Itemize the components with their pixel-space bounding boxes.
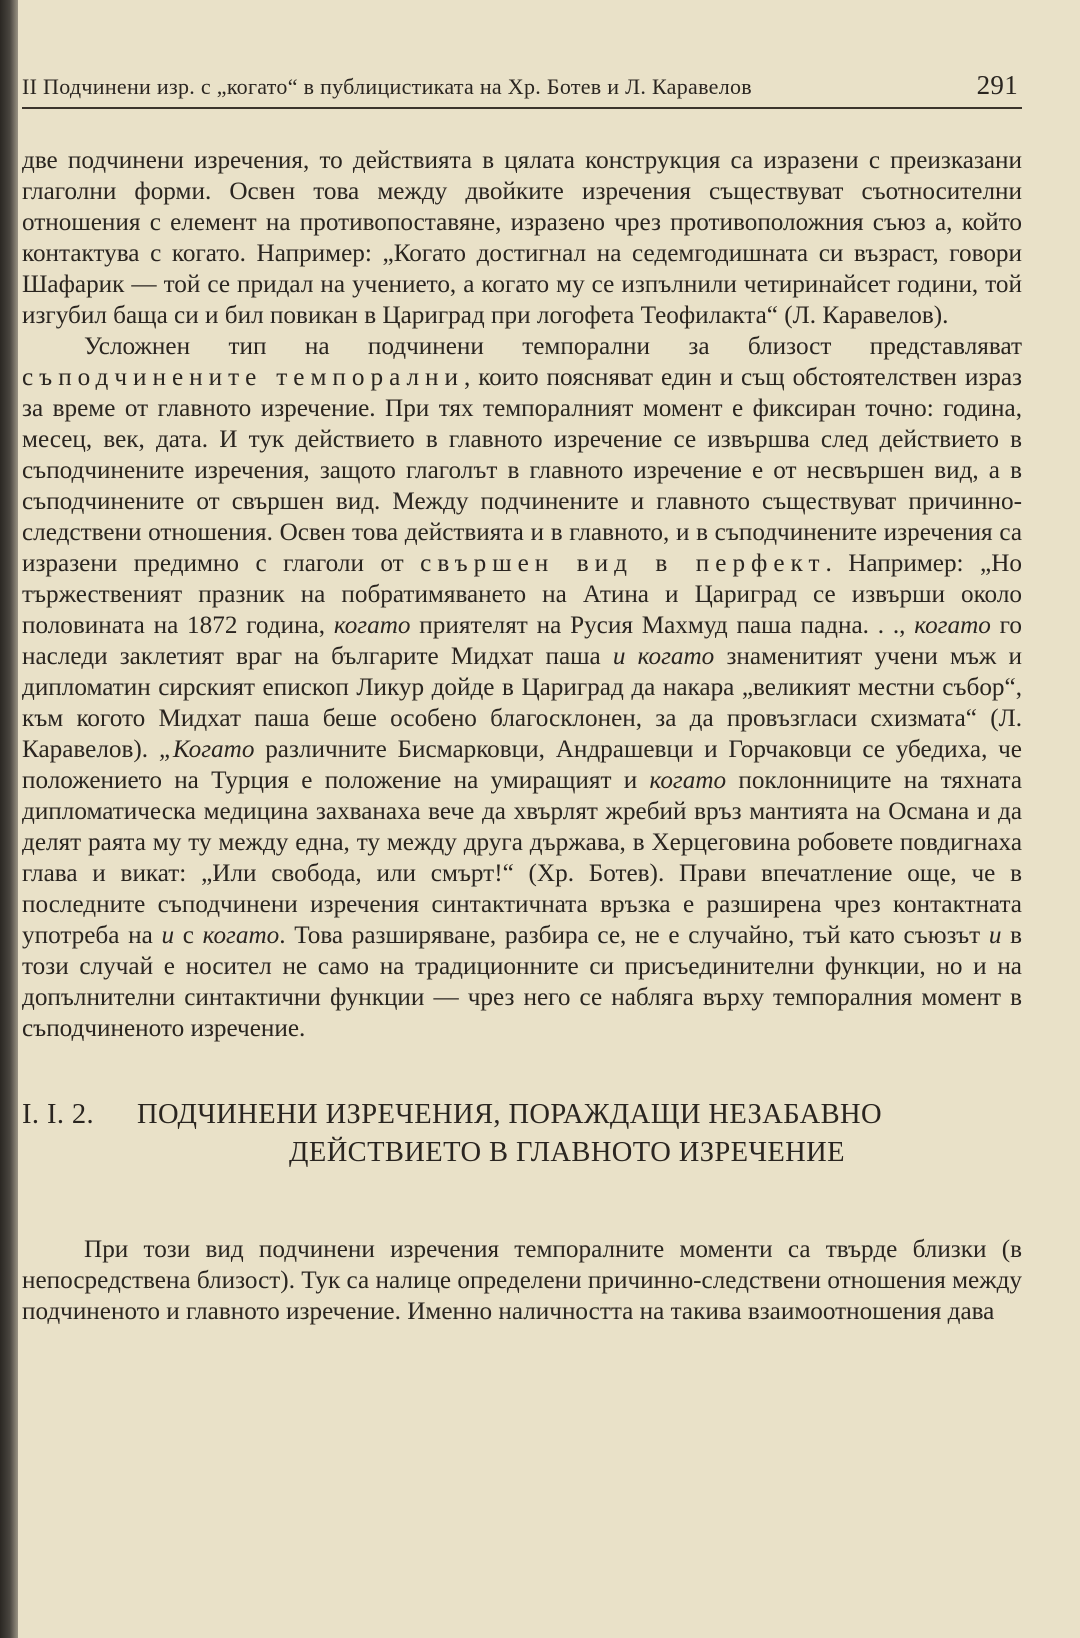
italic-text: и bbox=[161, 922, 175, 949]
book-page bbox=[22, 70, 1022, 1327]
paragraph-2 bbox=[22, 331, 1022, 1044]
text-run: знаменитият учени мъж и дипломатин сирският епископ Ликур дойде в Цариград да накара „великият местни събор“, към когото Мидхат паша беше особено благосклонен, за да провъзгласи схизмата“ (Л. Каравелов). bbox=[22, 643, 1022, 763]
text-run: поклонниците на тяхната дипломатическа медицина захванаха вече да хвърлят жребий връз мантията на Османа и да делят раята му ту между една, ту между друга държава, в Херцеговина робовете повдигнаха глава и викат: „Или свобода, или смърт!“ (Хр. Ботев). Прави впечатление още, че в последните съподчинени изречения синтактичната връзка е разширена чрез контактната употреба на bbox=[22, 767, 1022, 949]
book-binding-shadow bbox=[0, 0, 18, 1638]
running-head bbox=[22, 70, 1022, 109]
running-title: II Подчинени изр. с „когато“ в публицистиката на Хр. Ботев и Л. Каравелов bbox=[22, 74, 752, 99]
text-run: с bbox=[174, 922, 203, 949]
section-title-line-2: ДЕЙСТВИЕТО В ГЛАВНОТО ИЗРЕЧЕНИЕ bbox=[289, 1137, 845, 1168]
text-run: Усложнен тип на подчинени темпорални за близост представляват bbox=[84, 333, 1022, 360]
italic-text: и bbox=[988, 922, 1002, 949]
italic-text: и когато bbox=[612, 643, 715, 670]
italic-text: когато bbox=[914, 612, 991, 639]
text-run: . Това разширяване, разбира се, не е случайно, тъй като съюзът bbox=[279, 922, 989, 949]
page-number: 291 bbox=[976, 70, 1018, 100]
italic-text: когато bbox=[333, 612, 411, 639]
paragraph-1: две подчинени изречения, то действията в цялата конструкция са изразени с преизказани глаголни форми. Освен това между двойките изречения съществуват съотносителни отношения с елемент на противопоставяне, изразено чрез противоположния съюз а, който контактува с когато. Например: „Когато достигнал на седемгодишната си възраст, говори Шафарик — той се придал на учението, а когато му се изпълнили четиринайсет години, той изгубил баща си и бил повикан в Цариград при логофета Теофилакта“ (Л. Каравелов). bbox=[22, 147, 1022, 329]
text-run: . Например: „Но тържественият празник на побратимяването на Атина и Цариград се извърши около половината на 1872 година, bbox=[22, 550, 1022, 639]
spaced-emphasis-text: съподчинените темпорални bbox=[22, 364, 464, 391]
spaced-emphasis-text: свършен вид в перфект bbox=[420, 550, 826, 577]
text-run: в този случай е носител не само на традиционните си присъединителни функции, но и на допълнителни синтактични функции — чрез него се набляга върху темпоралния момент в съподчиненото изречение. bbox=[22, 922, 1022, 1042]
text-run: приятелят на Русия Махмуд паша падна. . ., bbox=[410, 612, 915, 639]
italic-text: когато bbox=[649, 767, 727, 794]
section-heading bbox=[22, 1096, 1022, 1172]
paragraph-3: При този вид подчинени изречения темпоралните моменти са твърде близки (в непосредствена близост). Тук са налице определени причинно-следствени отношения между подчиненото и главното изречение. Именно наличността на такива взаимоотношения дава bbox=[22, 1236, 1023, 1325]
text-run: различните Бисмарковци, Андрашевци и Горчаковци се убедиха, че положението на Турция е положение на умиращият и bbox=[22, 736, 1022, 794]
text-run: го наследи заклетият враг на българите Мидхат паша bbox=[22, 612, 1022, 670]
text-run: , които поясняват един и същ обстоятелствен израз за време от главното изречение. При тях темпоралният момент е фиксиран точно: година, месец, век, дата. И тук действието в главното изречение се извършва след действието в съподчинените изречения, защото глаголът в главното изречение е от несвършен вид, а в съподчинените от свършен вид. Между подчинените и главното съществуват причинно-следствени отношения. Освен това действията и в главното, и в съподчинените изречения са изразени предимно с глаголи от bbox=[22, 364, 1022, 577]
section-title-line-1: ПОДЧИНЕНИ ИЗРЕЧЕНИЯ, ПОРАЖДАЩИ НЕЗАБАВНО bbox=[137, 1099, 882, 1130]
italic-text: „Когато bbox=[158, 736, 255, 763]
section-number: I. I. 2. bbox=[22, 1099, 95, 1130]
italic-text: когато bbox=[202, 922, 280, 949]
